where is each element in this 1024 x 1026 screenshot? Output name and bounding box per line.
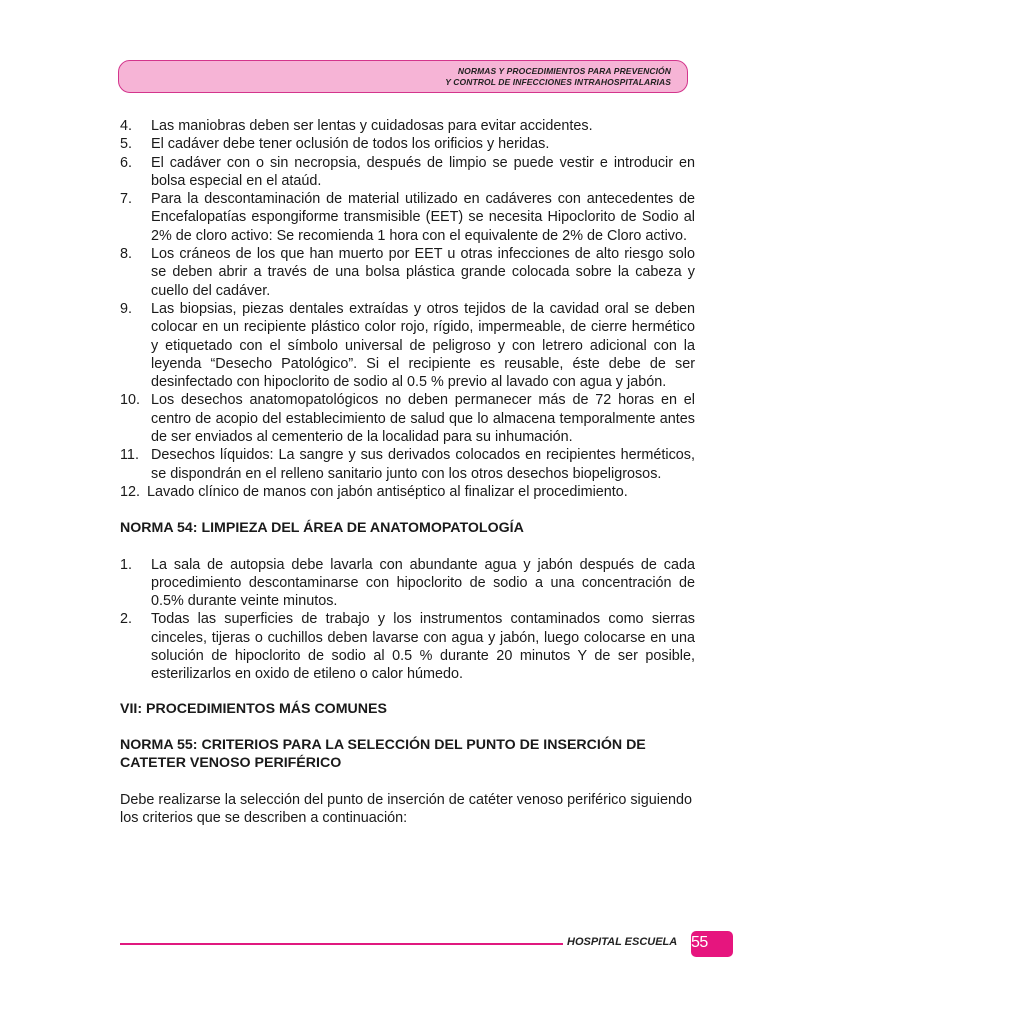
item-text: Para la descontaminación de material utilizado en cadáveres con antecedentes de Encefalopatías espongiforme transmisible (EET) se necesita Hipoclorito de Sodio al 2% de cloro activo: Se recomienda 1 hora con el equivalente de 2% de Cloro activo.	[151, 191, 695, 244]
item-number: 4.	[120, 118, 133, 134]
list-item	[120, 154, 695, 191]
item-number: 7.	[120, 191, 133, 208]
header-line-1: NORMAS Y PROCEDIMIENTOS PARA PREVENCIÓN	[457, 66, 671, 76]
list-item	[120, 391, 695, 446]
page-body	[120, 117, 695, 827]
norma-55-heading: NORMA 55: CRITERIOS PARA LA SELECCIÓN DEL PUNTO DE INSERCIÓN DE CATETER VENOSO PERIFÉRICO	[120, 736, 646, 772]
item-number: 2.	[120, 611, 133, 628]
item-text: El cadáver con o sin necropsia, después de limpio se puede vestir e introducir en bolsa especial en el ataúd.	[151, 154, 695, 189]
item-text: La sala de autopsia debe lavarla con abundante agua y jabón después de cada procedimiento descontaminarse con hipoclorito de sodio a una concentración de 0.5% durante veinte minutos.	[151, 556, 695, 610]
footer-hospital-name: HOSPITAL ESCUELA	[567, 936, 678, 948]
norma-54-heading: NORMA 54: LIMPIEZA DEL ÁREA DE ANATOMOPATOLOGÍA	[120, 520, 524, 537]
running-header-title	[445, 66, 671, 87]
list-item	[120, 556, 695, 611]
list-item	[120, 483, 695, 501]
item-text: El cadáver debe tener oclusión de todos los orificios y heridas.	[151, 136, 550, 153]
item-text: Los cráneos de los que han muerto por EET u otras infecciones de alto riesgo solo se deben abrir a través de una bolsa plástica grande colocada sobre la cabeza y cuello del cadáver.	[151, 246, 695, 299]
norma-54-list	[120, 556, 695, 684]
item-text: Desechos líquidos: La sangre y sus derivados colocados en recipientes herméticos, se dispondrán en el relleno sanitario junto con los otros desechos biopeligrosos.	[151, 447, 695, 482]
header-line-2: Y CONTROL DE INFECCIONES INTRAHOSPITALARIAS	[445, 76, 671, 87]
item-text: Todas las superficies de trabajo y los instrumentos contaminados como sierras cinceles, tijeras o cuchillos deben lavarse con agua y jabón, luego colocarse en una solución de hipoclorito de sodio al 0.5 % durante 20 minutos Y de ser posible, esterilizarlos en oxido de etileno o calor húmedo.	[151, 611, 695, 683]
running-header	[118, 60, 688, 93]
item-number: 9.	[120, 300, 133, 317]
item-text: Las maniobras deben ser lentas y cuidadosas para evitar accidentes.	[151, 118, 593, 134]
item-number: 1.	[120, 556, 133, 573]
page-number-tab	[691, 931, 733, 957]
footer-rule	[120, 943, 563, 945]
item-text: Las biopsias, piezas dentales extraídas y otros tejidos de la cavidad oral se deben colocar en un recipiente plástico color rojo, rígido, impermeable, de cierre hermético y etiquetado con el símbolo universal de peligroso y con letrero adicional con la leyenda “Desecho Patológico”. Si el recipiente es reusable, éste debe de ser desinfectado con hipoclorito de sodio al 0.5 % previo al lavado con agua y jabón.	[151, 300, 695, 391]
list-item	[120, 300, 695, 391]
list-item	[120, 245, 695, 300]
norma-55-paragraph: Debe realizarse la selección del punto de inserción de catéter venoso periférico siguiendo los criterios que se describen a continuación:	[120, 791, 692, 826]
item-number: 8.	[120, 246, 133, 263]
procedure-list	[120, 117, 695, 501]
item-number: 12.	[120, 483, 141, 500]
item-number: 5.	[120, 136, 133, 153]
item-text: Los desechos anatomopatológicos no deben permanecer más de 72 horas en el centro de acopio del establecimiento de salud que lo almacena temporalmente antes de ser enviados al cementerio de la localidad para su inhumación.	[151, 392, 695, 446]
list-item	[120, 135, 695, 153]
section-vii-heading: VII: PROCEDIMIENTOS MÁS COMUNES	[120, 700, 387, 717]
item-number: 6.	[120, 154, 133, 171]
item-number: 11.	[120, 447, 139, 464]
list-item	[120, 446, 695, 483]
item-number: 10.	[120, 392, 141, 409]
list-item	[120, 190, 695, 245]
page-number: 55	[691, 934, 708, 951]
list-item	[120, 610, 695, 683]
item-text: Lavado clínico de manos con jabón antiséptico al finalizar el procedimiento.	[147, 483, 628, 500]
list-item	[120, 117, 695, 135]
